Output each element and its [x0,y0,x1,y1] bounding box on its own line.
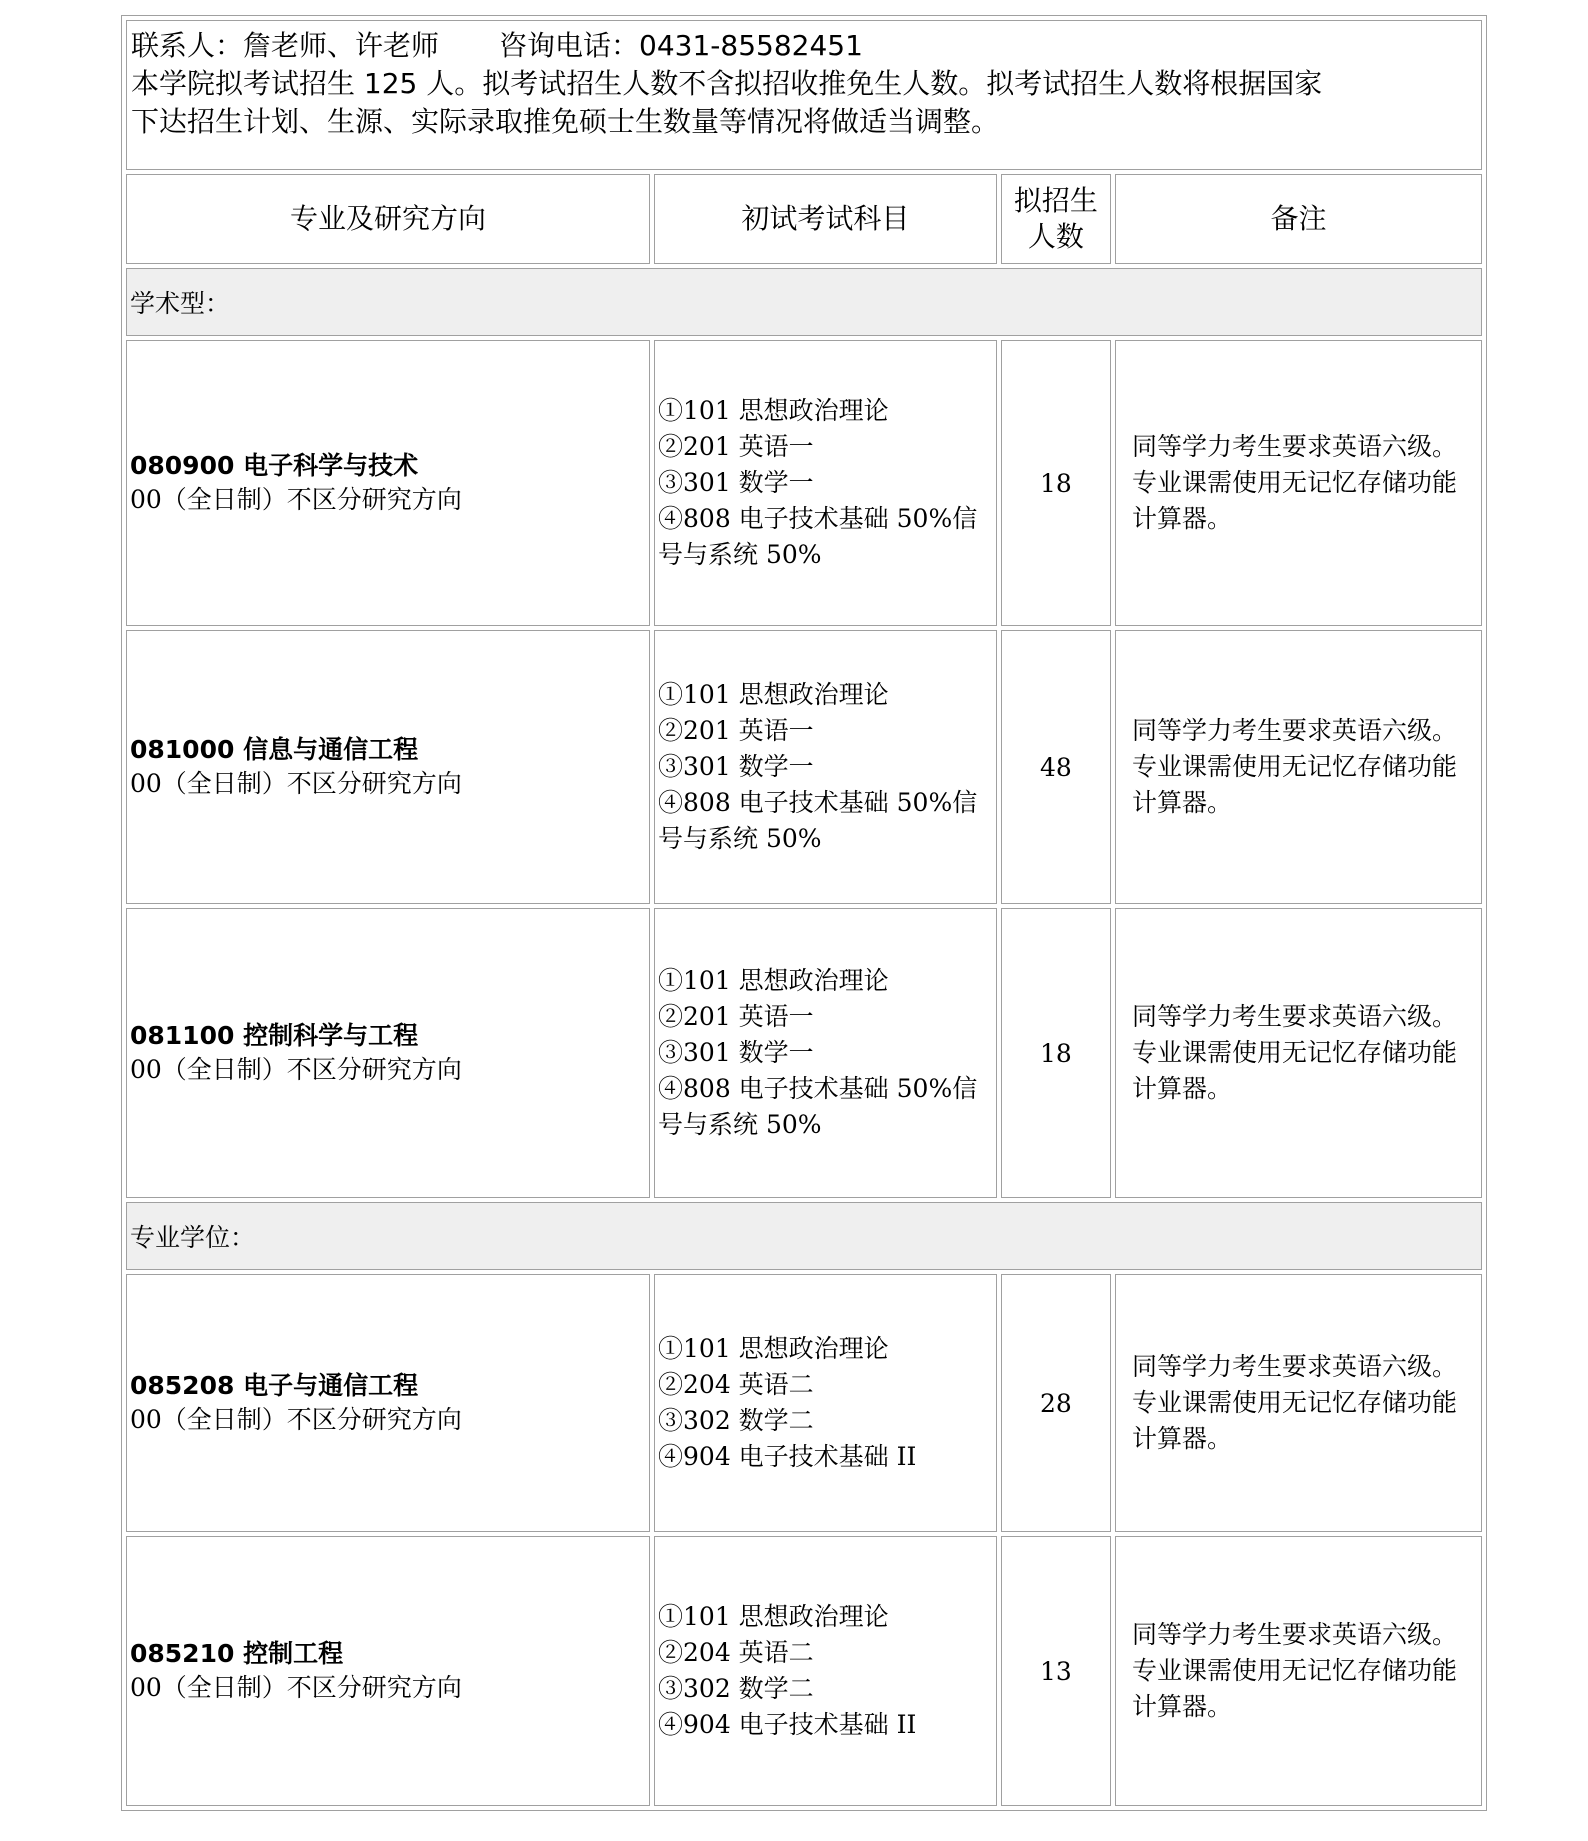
subject-item: ①101 思想政治理论 [658,1602,889,1631]
remarks-cell: 同等学力考生要求英语六级。专业课需使用无记忆存储功能计算器。 [1115,630,1482,904]
remarks-cell: 同等学力考生要求英语六级。专业课需使用无记忆存储功能计算器。 [1115,1274,1482,1532]
subject-item: ③302 数学二 [658,1406,814,1435]
subjects-cell [654,1536,997,1806]
admission-note-line-2: 下达招生计划、生源、实际录取推免硕士生数量等情况将做适当调整。 [131,105,1000,138]
research-direction: 00（全日制）不区分研究方向 [130,485,462,514]
research-direction: 00（全日制）不区分研究方向 [130,1405,462,1434]
contact-person: 联系人：詹老师、许老师 [131,29,440,62]
table-row [126,1536,1482,1806]
subject-item: ④904 电子技术基础 II [658,1710,917,1739]
subject-item: ②201 英语一 [658,716,814,745]
admission-note-line-1: 本学院拟考试招生 125 人。拟考试招生人数不含拟招收推免生人数。拟考试招生人数将根据国家 [131,67,1323,100]
subject-item: ②201 英语一 [658,432,814,461]
table-row [126,908,1482,1198]
table-row [126,1274,1482,1532]
subject-item: ②204 英语二 [658,1370,814,1399]
research-direction: 00（全日制）不区分研究方向 [130,1055,462,1084]
table-row [126,340,1482,626]
quota-cell: 28 [1001,1274,1111,1532]
subject-item: 号与系统 50% [658,1110,822,1139]
quota-cell: 48 [1001,630,1111,904]
research-direction: 00（全日制）不区分研究方向 [130,769,462,798]
major-name: 081000 信息与通信工程 [130,735,419,764]
subject-item: ③301 数学一 [658,752,814,781]
subject-item: 号与系统 50% [658,540,822,569]
contact-line [131,27,1477,65]
major-cell [126,630,650,904]
major-name: 081100 控制科学与工程 [130,1021,419,1050]
section-professional: 专业学位： [126,1202,1482,1270]
remarks-cell: 同等学力考生要求英语六级。专业课需使用无记忆存储功能计算器。 [1115,340,1482,626]
subject-item: ①101 思想政治理论 [658,680,889,709]
contact-phone: 咨询电话：0431-85582451 [499,29,863,62]
remarks-cell: 同等学力考生要求英语六级。专业课需使用无记忆存储功能计算器。 [1115,1536,1482,1806]
subject-item: ②201 英语一 [658,1002,814,1031]
major-cell [126,340,650,626]
contact-info-cell [126,20,1482,170]
major-cell [126,1536,650,1806]
quota-cell: 18 [1001,908,1111,1198]
admissions-table [121,15,1487,1811]
subject-item: ②204 英语二 [658,1638,814,1667]
table-row [126,630,1482,904]
subject-item: ①101 思想政治理论 [658,1334,889,1363]
subjects-cell [654,1274,997,1532]
major-name: 085210 控制工程 [130,1639,344,1668]
subject-item: ④808 电子技术基础 50%信 [658,1074,978,1103]
subject-item: ④904 电子技术基础 II [658,1442,917,1471]
subject-item: ③302 数学二 [658,1674,814,1703]
subject-item: ③301 数学一 [658,468,814,497]
column-header-major: 专业及研究方向 [126,174,650,264]
column-header-quota [1001,174,1111,264]
subjects-cell [654,630,997,904]
research-direction: 00（全日制）不区分研究方向 [130,1673,462,1702]
subjects-cell [654,340,997,626]
subject-item: ④808 电子技术基础 50%信 [658,788,978,817]
section-academic: 学术型： [126,268,1482,336]
column-header-remarks: 备注 [1115,174,1482,264]
subject-item: ③301 数学一 [658,1038,814,1067]
subjects-cell [654,908,997,1198]
quota-header-line-1: 拟招生 [1013,184,1098,217]
subject-item: 号与系统 50% [658,824,822,853]
quota-header-line-2: 人数 [1027,220,1084,253]
quota-cell: 18 [1001,340,1111,626]
subject-item: ①101 思想政治理论 [658,966,889,995]
subject-item: ④808 电子技术基础 50%信 [658,504,978,533]
column-header-subjects: 初试考试科目 [654,174,997,264]
major-name: 085208 电子与通信工程 [130,1371,419,1400]
subject-item: ①101 思想政治理论 [658,396,889,425]
remarks-cell: 同等学力考生要求英语六级。专业课需使用无记忆存储功能计算器。 [1115,908,1482,1198]
quota-cell: 13 [1001,1536,1111,1806]
major-cell [126,908,650,1198]
major-name: 080900 电子科学与技术 [130,451,419,480]
major-cell [126,1274,650,1532]
